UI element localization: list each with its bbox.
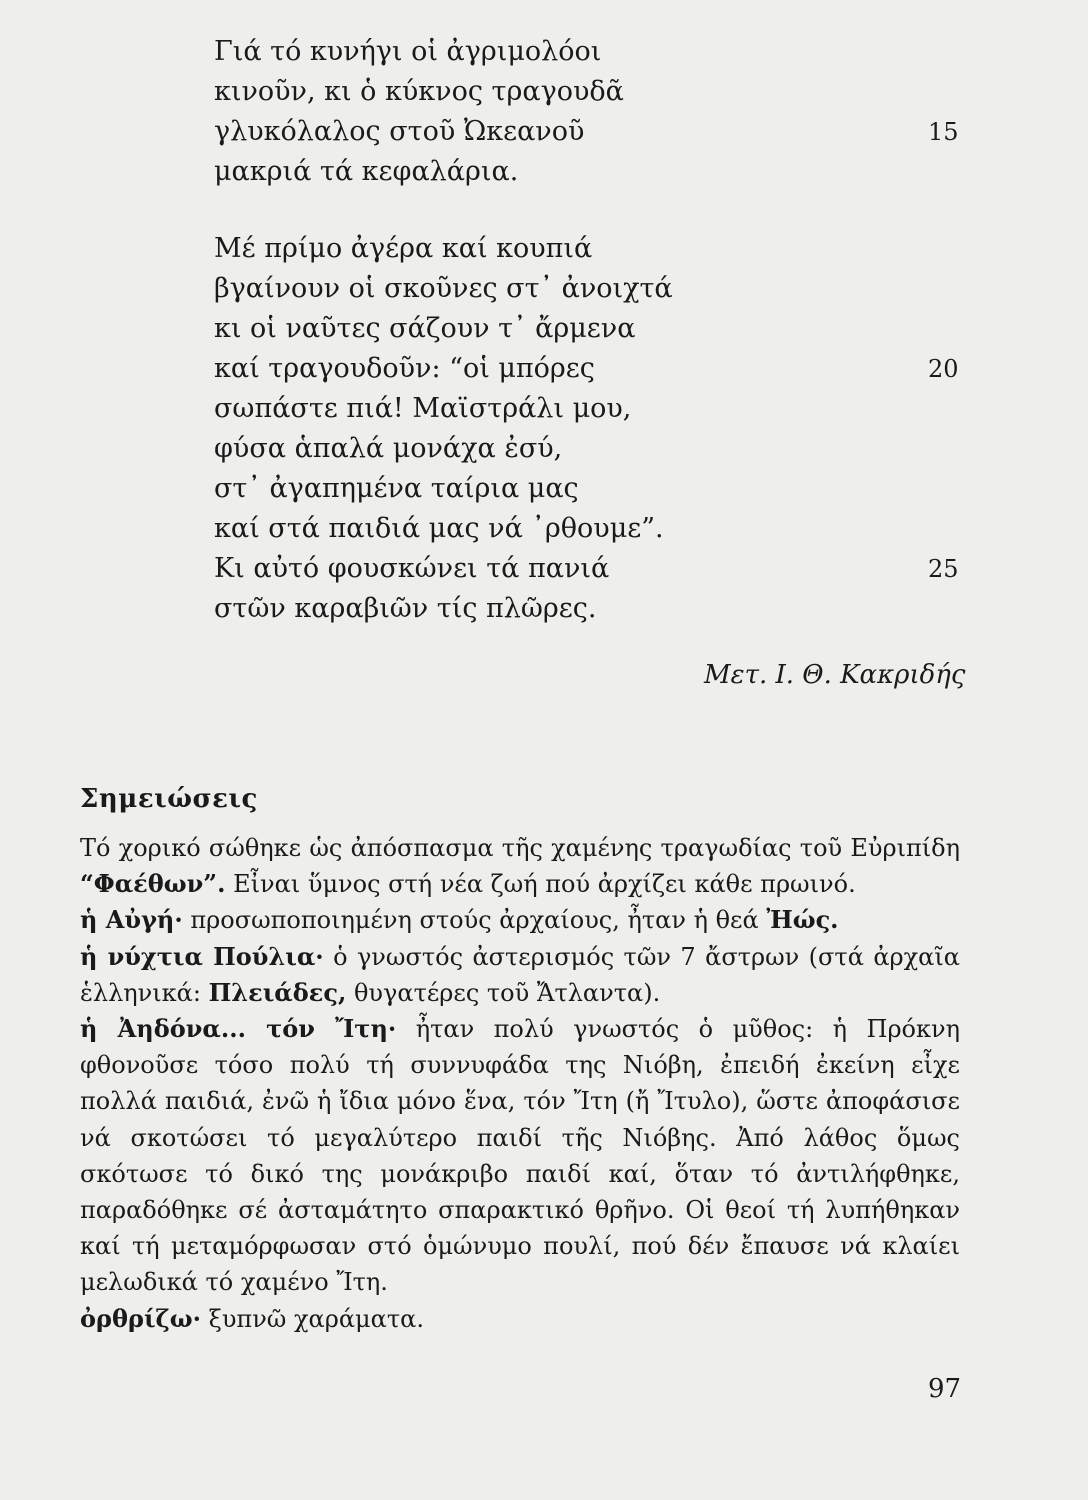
poem-line: Μέ πρίμο ἀγέρα καί κουπιά — [214, 233, 593, 264]
line-number: 25 — [928, 555, 959, 583]
translator-credit: Μετ. Ι. Θ. Κακριδής — [704, 660, 966, 690]
line-number: 15 — [928, 118, 959, 146]
poem-line: κινοῦν, κι ὁ κύκνος τραγουδᾶ — [214, 76, 624, 107]
poem-line: στ᾽ ἀγαπημένα ταίρια μας — [214, 473, 579, 504]
note-intro: Τό χορικό σώθηκε ὡς ἀπόσπασμα τῆς χαμένης τραγωδίας τοῦ Εὐριπίδη “Φαέθων”. Εἶναι ὕμνος στή νέα ζωή πού ἀρχίζει κάθε πρωινό. — [80, 834, 960, 899]
poem-line: στῶν καραβιῶν τίς πλῶρες. — [214, 593, 597, 624]
note-augi: ἡ Αὐγή· προσωποποιημένη στούς ἀρχαίους, ἦταν ἡ θεά Ἠώς. — [80, 905, 839, 935]
poem — [214, 32, 974, 629]
poem-line: κι οἱ ναῦτες σάζουν τ᾽ ἄρμενα — [214, 313, 636, 344]
poem-line: βγαίνουν οἱ σκοῦνες στ᾽ ἀνοιχτά — [214, 273, 673, 304]
poem-line: φύσα ἁπαλά μονάχα ἐσύ, — [214, 433, 563, 464]
poem-line: καί τραγουδοῦν: “οἱ μπόρες 20 — [214, 349, 974, 389]
poem-line: Κι αὐτό φουσκώνει τά πανιά 25 — [214, 549, 974, 589]
poem-line: σωπάστε πιά! Μαϊστράλι μου, — [214, 393, 632, 424]
note-orthrizo: ὀρθρίζω· ξυπνῶ χαράματα. — [80, 1303, 424, 1333]
note-poulia: ἡ νύχτια Πούλια· ὁ γνωστός ἀστερισμός τῶν 7 ἄστρων (στά ἀρχαῖα ἑλληνικά: Πλειάδες, θυγατέρες τοῦ Ἄτλαντα). — [80, 941, 961, 1007]
page-number: 97 — [928, 1374, 962, 1404]
poem-line: μακριά τά κεφαλάρια. — [214, 156, 519, 187]
notes-body — [80, 830, 960, 1337]
notes-heading: Σημειώσεις — [80, 784, 258, 814]
stanza-break — [214, 192, 974, 229]
poem-line: Γιά τό κυνήγι οἱ ἀγριμολόοι — [214, 36, 602, 67]
line-number: 20 — [928, 355, 959, 383]
poem-line: γλυκόλαλος στοῦ Ὠκεανοῦ 15 — [214, 112, 974, 152]
poem-line: καί στά παιδιά μας νά ᾽ρθουμε”. — [214, 513, 664, 544]
note-aidona: ἡ Ἀηδόνα... τόν Ἴτη· ἦταν πολύ γνωστός ὁ μῦθος: ἡ Πρόκνη φθονοῦσε τόσο πολύ τή συννυφάδα της Νιόβη, ἐπειδή ἐκείνη εἶχε πολλά παιδιά, ἐνῶ ἡ ἴδια μόνο ἕνα, τόν Ἴτη (ἤ Ἴτυλο), ὥστε ἀποφάσισε νά σκοτώσει τό μεγαλύτερο παιδί τῆς Νιόβης. Ἀπό λάθος ὅμως σκότωσε τό δικό της μονάκριβο παιδί καί, ὅταν τό ἀντιλήφθηκε, παραδόθηκε σέ ἀσταμάτητο σπαρακτικό θρῆνο. Οἱ θεοί τή λυπήθηκαν καί τή μεταμόρφωσαν στό ὁμώνυμο πουλί, πού δέν ἔπαυσε νά κλαίει μελωδικά τό χαμένο Ἴτη. — [80, 1014, 960, 1297]
